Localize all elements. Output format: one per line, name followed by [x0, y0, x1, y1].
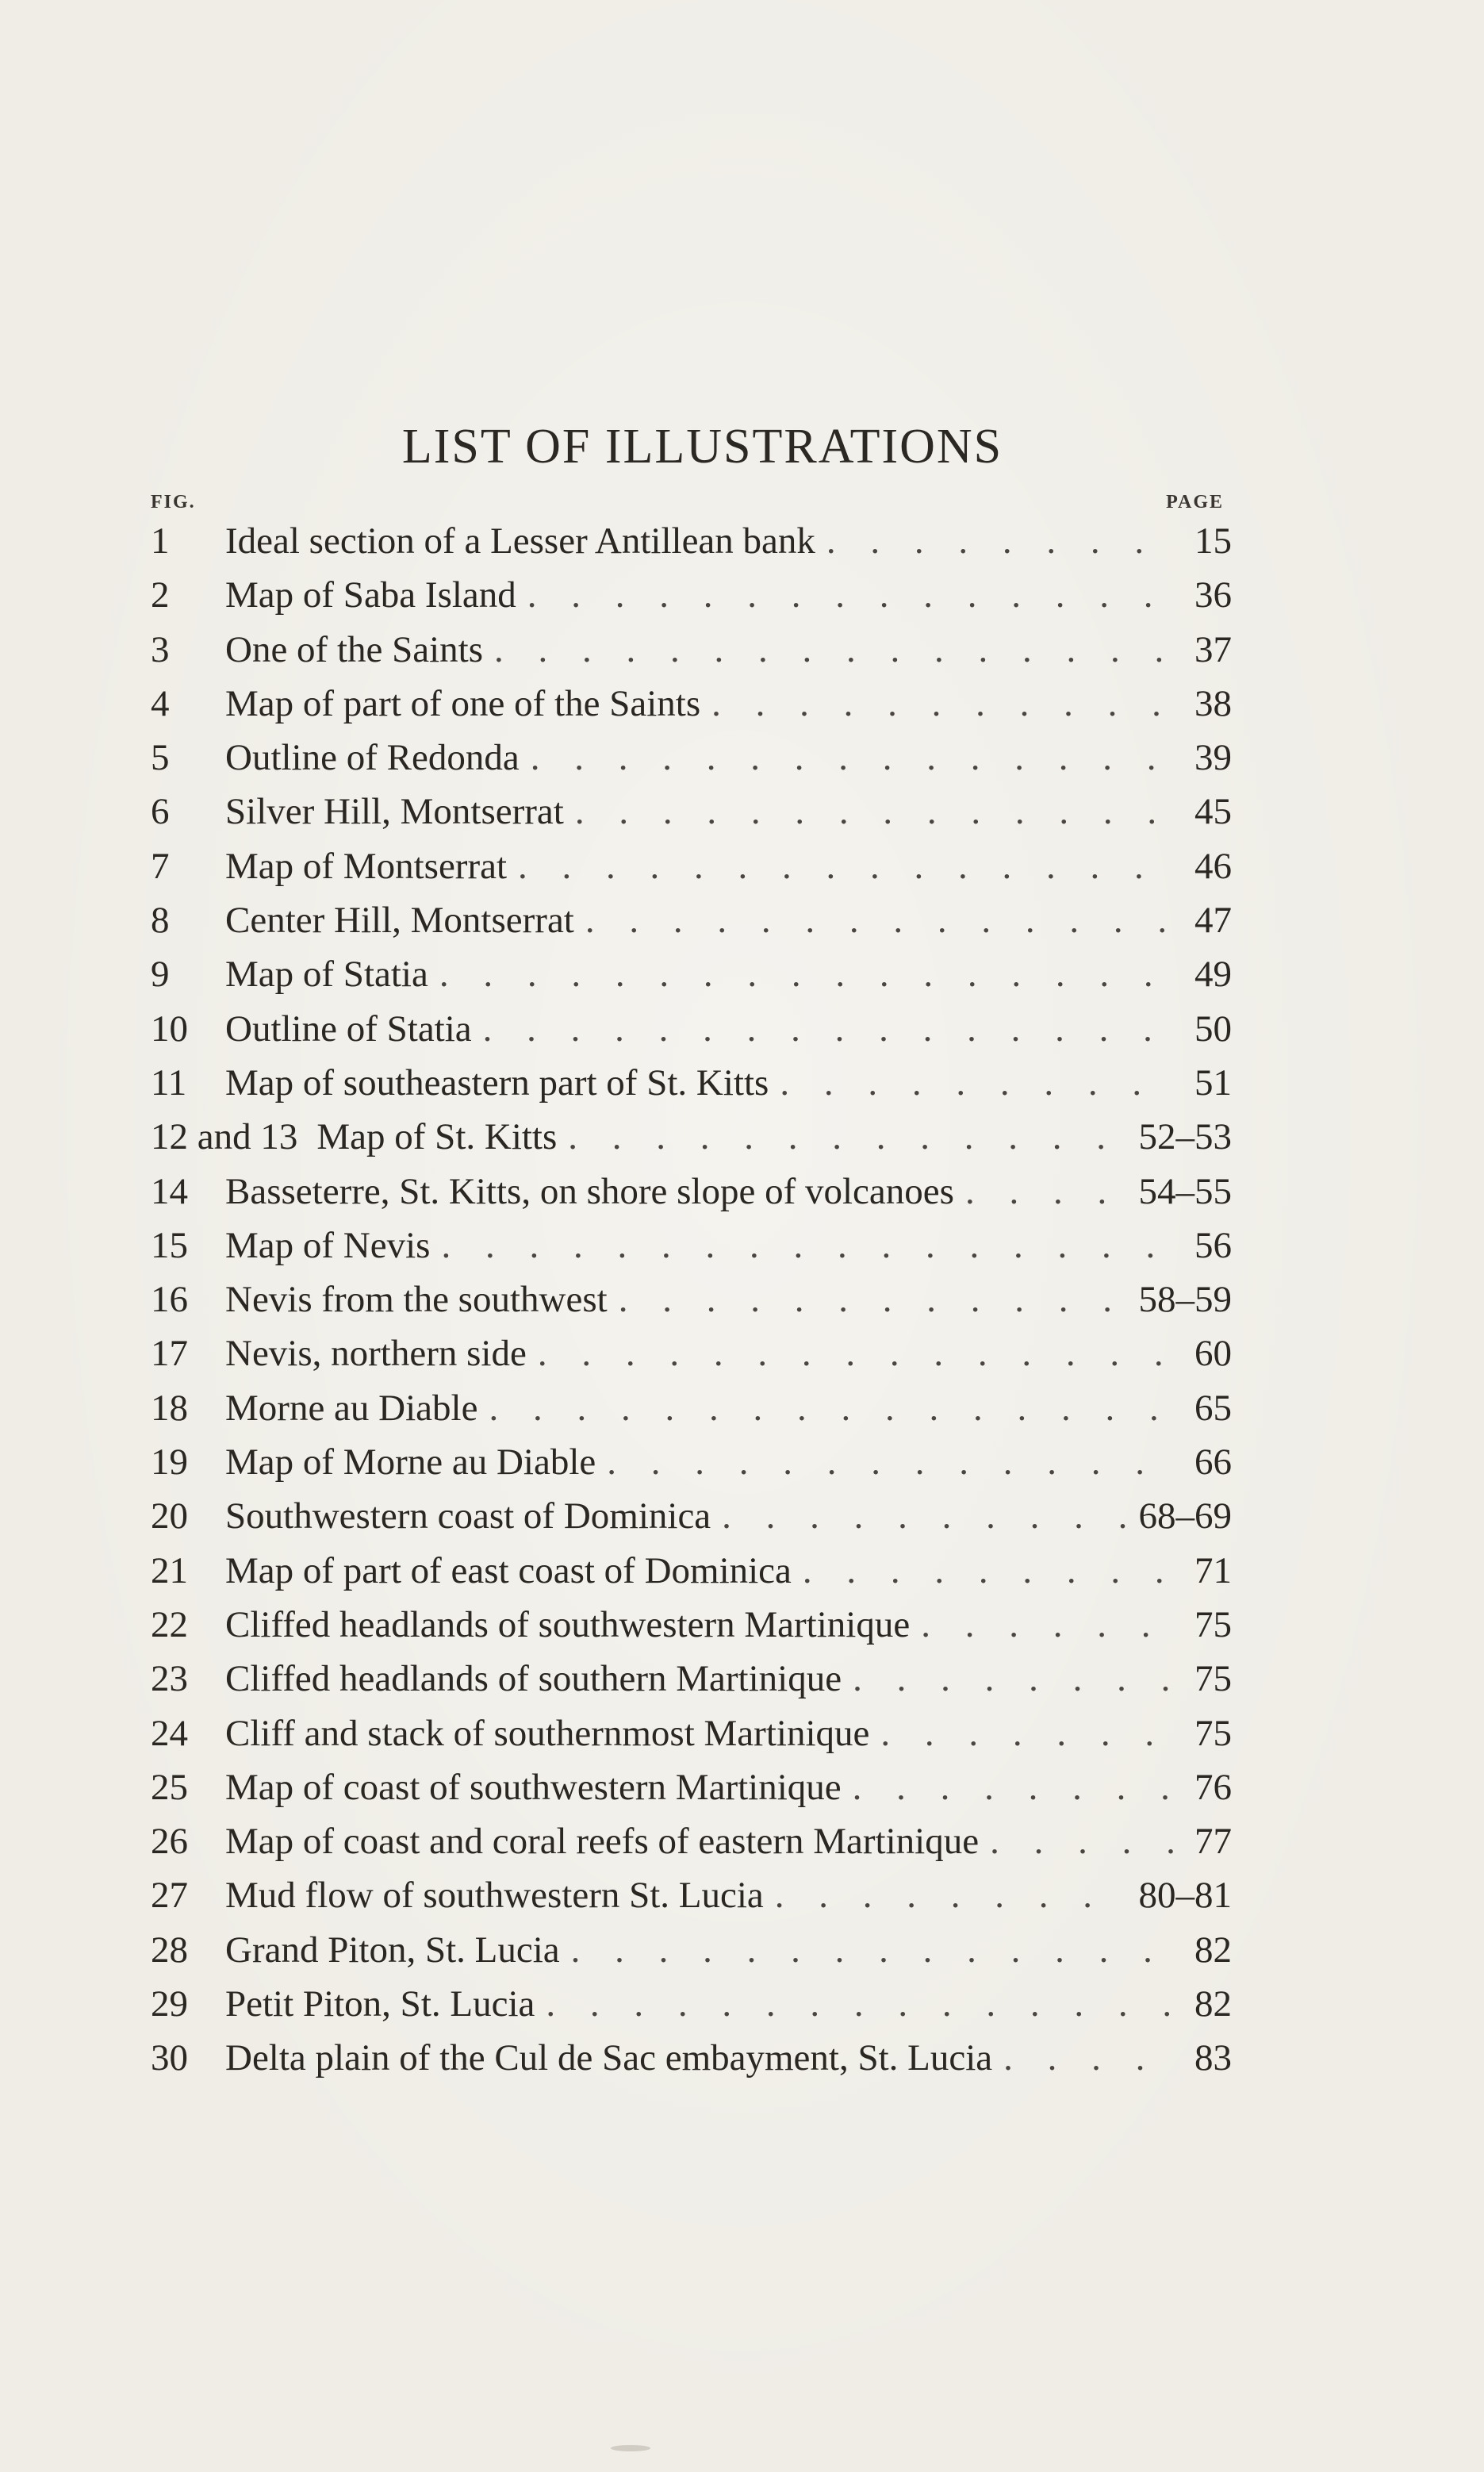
figure-number: 19: [151, 1441, 188, 1484]
illustration-entry: [151, 1381, 1232, 1435]
illustration-entry: [151, 1110, 1232, 1164]
illustration-entry: [151, 1868, 1232, 1922]
dot-leader: [619, 1272, 1128, 1326]
illustration-entry: [151, 1977, 1232, 2031]
page-number: 38: [1194, 682, 1232, 724]
figure-title: Map of coast of southwestern Martinique: [225, 1766, 842, 1808]
figure-number: 22: [151, 1603, 188, 1645]
figure-title: Center Hill, Montserrat: [225, 900, 574, 942]
illustration-entry: [151, 1652, 1232, 1706]
dot-leader: [527, 568, 1173, 622]
figure-title: Map of southeastern part of St. Kitts: [225, 1061, 769, 1104]
figure-title: Outline of Redonda: [225, 737, 520, 779]
illustration-entry: [151, 1760, 1232, 1814]
dot-leader: [439, 947, 1173, 1001]
page-number: 68–69: [1138, 1495, 1232, 1537]
dot-leader: [546, 1977, 1173, 2031]
dot-leader: [826, 514, 1173, 568]
illustration-entry: [151, 839, 1232, 893]
dot-leader: [990, 1814, 1173, 1868]
page-number: 47: [1194, 900, 1232, 942]
illustration-entry: [151, 1489, 1232, 1543]
figure-number: 25: [151, 1766, 188, 1808]
figure-title: One of the Saints: [225, 628, 484, 670]
dot-leader: [921, 1598, 1173, 1652]
illustration-entry: [151, 1219, 1232, 1272]
figure-number: 18: [151, 1387, 188, 1429]
page-number: 75: [1194, 1603, 1232, 1645]
page-number: 77: [1194, 1821, 1232, 1863]
page-column-header: PAGE: [1166, 492, 1224, 512]
figure-title: Outline of Statia: [225, 1008, 472, 1050]
page-number: 56: [1194, 1224, 1232, 1266]
illustration-entry: [151, 1272, 1232, 1326]
figure-number: 9: [151, 954, 170, 996]
dot-leader: [853, 1652, 1173, 1706]
figure-number: 12 and 13: [151, 1116, 298, 1158]
page-number: 82: [1194, 1983, 1232, 2025]
dot-leader: [965, 1165, 1128, 1219]
illustration-entry: [151, 1002, 1232, 1056]
figure-number: 29: [151, 1983, 188, 2025]
illustration-entry: [151, 1814, 1232, 1868]
illustration-list: [151, 514, 1232, 2086]
page-number: 15: [1194, 520, 1232, 562]
figure-title: Ideal section of a Lesser Antillean bank: [225, 520, 815, 562]
figure-number: 11: [151, 1061, 187, 1104]
dot-leader: [518, 839, 1173, 893]
figure-number: 15: [151, 1224, 188, 1266]
illustration-entry: [151, 1544, 1232, 1598]
dot-leader: [607, 1435, 1173, 1489]
figure-title: Morne au Diable: [225, 1387, 478, 1429]
figure-number: 8: [151, 900, 170, 942]
dot-leader: [575, 785, 1173, 839]
page-number: 52–53: [1138, 1116, 1232, 1158]
figure-number: 14: [151, 1170, 188, 1212]
page-number: 83: [1194, 2037, 1232, 2079]
figure-title: Map of part of east coast of Dominica: [225, 1549, 792, 1591]
dot-leader: [853, 1760, 1173, 1814]
figure-number: 27: [151, 1875, 188, 1917]
figure-title: Map of Statia: [225, 954, 428, 996]
page-number: 50: [1194, 1008, 1232, 1050]
page-number: 39: [1194, 737, 1232, 779]
figure-title: Southwestern coast of Dominica: [225, 1495, 711, 1537]
illustration-entry: [151, 514, 1232, 568]
dot-leader: [775, 1868, 1128, 1922]
illustration-entry: [151, 785, 1232, 839]
page-heading: LIST OF ILLUSTRATIONS: [401, 420, 1003, 474]
dot-leader: [483, 1002, 1173, 1056]
figure-title: Cliffed headlands of southwestern Martinique: [225, 1603, 911, 1645]
illustration-entry: [151, 947, 1232, 1001]
dot-leader: [1003, 2031, 1173, 2085]
page-number: 76: [1194, 1766, 1232, 1808]
figure-number: 7: [151, 845, 170, 887]
page-number: 54–55: [1138, 1170, 1232, 1212]
figure-title: Mud flow of southwestern St. Lucia: [225, 1875, 764, 1917]
illustration-entry: [151, 893, 1232, 947]
figure-title: Grand Piton, St. Lucia: [225, 1929, 560, 1971]
page-number: 60: [1194, 1333, 1232, 1375]
page-number: 45: [1194, 791, 1232, 833]
dot-leader: [780, 1056, 1173, 1110]
illustration-entry: [151, 1326, 1232, 1380]
page-number: 49: [1194, 954, 1232, 996]
figure-number: 3: [151, 628, 170, 670]
dot-leader: [538, 1326, 1173, 1380]
figure-number: 28: [151, 1929, 188, 1971]
figure-title: Map of part of one of the Saints: [225, 682, 701, 724]
dot-leader: [571, 1923, 1173, 1977]
figure-title: Map of St. Kitts: [316, 1116, 558, 1158]
figure-number: 2: [151, 574, 170, 616]
figure-title: Map of Morne au Diable: [225, 1441, 596, 1484]
illustration-entry: [151, 677, 1232, 731]
page-number: 82: [1194, 1929, 1232, 1971]
page-number: 75: [1194, 1712, 1232, 1754]
page-number: 46: [1194, 845, 1232, 887]
figure-title: Basseterre, St. Kitts, on shore slope of volcanoes: [225, 1170, 954, 1212]
dot-leader: [494, 623, 1173, 677]
dot-leader: [568, 1110, 1127, 1164]
figure-number: 1: [151, 520, 170, 562]
figure-number: 24: [151, 1712, 188, 1754]
figure-number: 6: [151, 791, 170, 833]
page-number: 58–59: [1138, 1279, 1232, 1321]
page-number: 65: [1194, 1387, 1232, 1429]
dot-leader: [722, 1489, 1127, 1543]
figure-number: 26: [151, 1821, 188, 1863]
figure-number: 16: [151, 1279, 188, 1321]
figure-number: 5: [151, 737, 170, 779]
figure-title: Nevis from the southwest: [225, 1279, 608, 1321]
figure-title: Nevis, northern side: [225, 1333, 527, 1375]
figure-title: Map of Saba Island: [225, 574, 516, 616]
figure-number: 23: [151, 1658, 188, 1700]
figure-title: Cliff and stack of southernmost Martinique: [225, 1712, 870, 1754]
page-number: 51: [1194, 1061, 1232, 1104]
figure-title: Map of Nevis: [225, 1224, 431, 1266]
figure-number: 4: [151, 682, 170, 724]
fig-column-header: FIG.: [151, 492, 196, 512]
page-smudge: [611, 2445, 650, 2451]
page-number: 80–81: [1138, 1875, 1232, 1917]
illustration-entry: [151, 1435, 1232, 1489]
page-number: 37: [1194, 628, 1232, 670]
page-number: 66: [1194, 1441, 1232, 1484]
dot-leader: [441, 1219, 1173, 1272]
dot-leader: [711, 677, 1173, 731]
figure-title: Silver Hill, Montserrat: [225, 791, 564, 833]
illustration-entry: [151, 1056, 1232, 1110]
illustration-entry: [151, 731, 1232, 785]
figure-title: Cliffed headlands of southern Martinique: [225, 1658, 842, 1700]
illustration-entry: [151, 2031, 1232, 2085]
illustration-entry: [151, 568, 1232, 622]
figure-number: 30: [151, 2037, 188, 2079]
illustration-entry: [151, 1165, 1232, 1219]
figure-title: Map of coast and coral reefs of eastern Martinique: [225, 1821, 980, 1863]
dot-leader: [585, 893, 1173, 947]
page-number: 36: [1194, 574, 1232, 616]
figure-title: Map of Montserrat: [225, 845, 508, 887]
illustration-entry: [151, 1598, 1232, 1652]
figure-number: 20: [151, 1495, 188, 1537]
dot-leader: [880, 1706, 1173, 1760]
page-number: 75: [1194, 1658, 1232, 1700]
dot-leader: [489, 1381, 1173, 1435]
figure-number: 17: [151, 1333, 188, 1375]
illustration-entry: [151, 1923, 1232, 1977]
figure-title: Delta plain of the Cul de Sac embayment, St. Lucia: [225, 2037, 993, 2079]
figure-number: 10: [151, 1008, 188, 1050]
illustration-entry: [151, 1706, 1232, 1760]
figure-title: Petit Piton, St. Lucia: [225, 1983, 535, 2025]
illustration-entry: [151, 623, 1232, 677]
dot-leader: [803, 1544, 1173, 1598]
dot-leader: [531, 731, 1173, 785]
figure-number: 21: [151, 1549, 188, 1591]
page-number: 71: [1194, 1549, 1232, 1591]
